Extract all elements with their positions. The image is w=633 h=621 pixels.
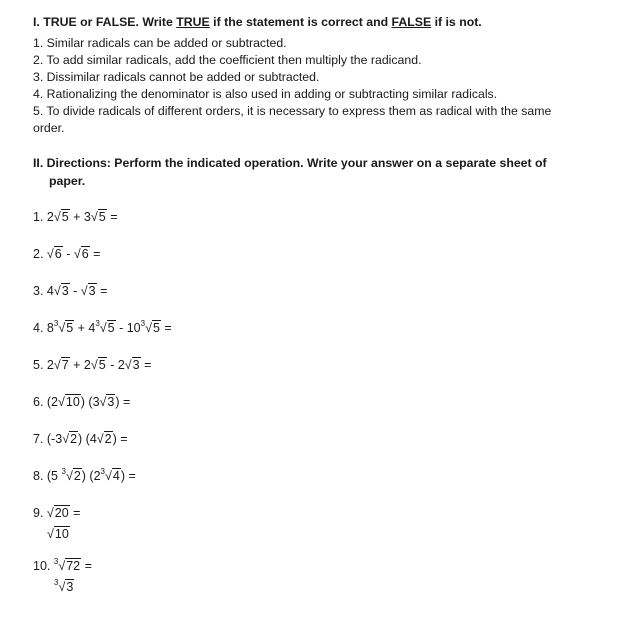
- radical-index: 3: [54, 578, 59, 587]
- radical-expression: [54, 319, 74, 337]
- problem-text: -: [69, 284, 81, 298]
- title-false-word: FALSE: [391, 15, 432, 29]
- problem-text: + 3: [69, 210, 91, 224]
- fraction-problem: [33, 504, 80, 522]
- title-text: if the statement is correct and: [209, 15, 392, 29]
- problem-text: - 2: [106, 358, 125, 372]
- radical-sign-icon: √: [90, 358, 98, 372]
- radical-sign-icon: √: [58, 321, 66, 335]
- radical-sign-icon: √: [53, 284, 61, 298]
- problem-item: [33, 208, 118, 226]
- true-false-item: 5. To divide radicals of different orders, it is necessary to express them as radical with the same: [33, 104, 552, 118]
- problem-text: ) =: [112, 432, 128, 446]
- radical-sign-icon: √: [53, 358, 61, 372]
- problem-text: ) (3: [80, 395, 100, 409]
- radicand: 2: [73, 469, 81, 483]
- fraction-denominator: [54, 578, 74, 596]
- radical-expression: [62, 430, 78, 448]
- fraction-denominator: [47, 525, 70, 543]
- problem-item: [33, 467, 136, 485]
- problem-text: 2.: [33, 247, 47, 261]
- radical-index: 3: [100, 467, 105, 476]
- true-false-item: 2. To add similar radicals, add the coefficient then multiply the radicand.: [33, 53, 422, 67]
- radical-index: 3: [61, 467, 66, 476]
- fraction-numerator: [47, 506, 70, 520]
- radical-expression: [54, 356, 70, 374]
- radicand: 20: [54, 506, 69, 520]
- part2-directions: II. Directions: Perform the indicated operation. Write your answer on a separate sheet of: [33, 156, 547, 170]
- radicand: 3: [132, 358, 140, 372]
- true-false-item: 3. Dissimilar radicals cannot be added or subtracted.: [33, 70, 320, 84]
- radicand: 3: [61, 284, 69, 298]
- radicand: 72: [66, 559, 81, 573]
- radical-sign-icon: √: [99, 321, 107, 335]
- radicand: 10: [54, 527, 69, 541]
- radicand: 3: [88, 284, 96, 298]
- radical-expression: [47, 525, 70, 543]
- problem-item: [33, 430, 128, 448]
- problem-item: [33, 393, 130, 411]
- problem-text: 7. (-3: [33, 432, 63, 446]
- radical-expression: [101, 467, 121, 485]
- problem-text: 8. (5: [33, 469, 62, 483]
- problem-text: ) =: [115, 395, 131, 409]
- problem-item: [33, 319, 172, 337]
- problem-text: 6. (2: [33, 395, 59, 409]
- problem-number: 9.: [33, 506, 47, 520]
- radical-sign-icon: √: [46, 247, 54, 261]
- radicand: 5: [107, 321, 115, 335]
- radical-expression: [91, 208, 107, 226]
- problem-text: 5. 2: [33, 358, 54, 372]
- radical-expression: [100, 393, 116, 411]
- problem-item: [33, 282, 107, 300]
- problem-text: =: [106, 210, 118, 224]
- radicand: 5: [98, 210, 106, 224]
- radical-expression: [81, 282, 97, 300]
- radical-expression: [54, 208, 70, 226]
- radical-sign-icon: √: [145, 321, 152, 335]
- radical-sign-icon: √: [58, 395, 65, 409]
- radical-sign-icon: √: [46, 506, 54, 520]
- radicand: 2: [104, 432, 112, 446]
- radical-expression: [47, 504, 70, 522]
- radicand: 5: [61, 210, 69, 224]
- radicand: 7: [61, 358, 69, 372]
- radical-sign-icon: √: [53, 210, 61, 224]
- true-false-item-continued: order.: [33, 121, 65, 135]
- problem-text: =: [89, 247, 101, 261]
- radical-expression: [54, 282, 70, 300]
- radical-sign-icon: √: [104, 469, 112, 483]
- radicand: 2: [70, 432, 78, 446]
- radicand: 5: [66, 321, 74, 335]
- radical-expression: [74, 245, 90, 263]
- radical-expression: [54, 557, 81, 575]
- radicand: 4: [112, 469, 120, 483]
- radicand: 5: [98, 358, 106, 372]
- radical-index: 3: [140, 319, 146, 328]
- problem-text: ) =: [120, 469, 136, 483]
- radicand: 6: [54, 247, 62, 261]
- radicand: 6: [81, 247, 89, 261]
- radical-sign-icon: √: [96, 432, 104, 446]
- title-text: if is not.: [431, 15, 482, 29]
- radical-index: 3: [53, 319, 59, 328]
- radicand: 5: [152, 321, 160, 335]
- problem-text: =: [160, 321, 172, 335]
- radical-expression: [47, 245, 63, 263]
- radical-sign-icon: √: [65, 469, 73, 483]
- problem-number: 10.: [33, 559, 54, 573]
- radicand: 10: [65, 395, 80, 409]
- title-text: I. TRUE or FALSE. Write: [33, 15, 177, 29]
- problem-text: 4. 8: [33, 321, 54, 335]
- problem-text: ) (2: [81, 469, 101, 483]
- radical-expression: [58, 393, 81, 411]
- radical-sign-icon: √: [90, 210, 98, 224]
- problem-text: - 10: [115, 321, 141, 335]
- true-false-item: 4. Rationalizing the denominator is also used in adding or subtracting similar radicals.: [33, 87, 498, 101]
- problem-item: [33, 356, 151, 374]
- radical-expression: [91, 356, 107, 374]
- radical-expression: [54, 578, 74, 596]
- radical-sign-icon: √: [80, 284, 88, 298]
- problem-text: -: [62, 247, 74, 261]
- problem-text: ) (4: [78, 432, 97, 446]
- radical-sign-icon: √: [73, 247, 81, 261]
- radical-sign-icon: √: [124, 358, 132, 372]
- problem-text: =: [81, 559, 92, 573]
- radical-index: 3: [95, 319, 100, 328]
- title-true-word: TRUE: [176, 15, 210, 29]
- fraction-problem: [33, 557, 92, 575]
- problem-text: =: [140, 358, 152, 372]
- radical-sign-icon: √: [62, 432, 70, 446]
- problem-text: =: [96, 284, 108, 298]
- fraction-numerator: [54, 559, 81, 573]
- radicand: 3: [66, 580, 74, 594]
- problem-text: 1. 2: [33, 210, 54, 224]
- radical-sign-icon: √: [99, 395, 107, 409]
- radical-sign-icon: √: [58, 580, 66, 594]
- problem-text: 3. 4: [33, 284, 54, 298]
- radicand: 3: [107, 395, 115, 409]
- part2-directions-continued: paper.: [49, 174, 86, 188]
- part1-title: [33, 15, 482, 30]
- radical-expression: [125, 356, 141, 374]
- radical-expression: [141, 319, 161, 337]
- radical-expression: [97, 430, 113, 448]
- radical-expression: [62, 467, 82, 485]
- true-false-item: 1. Similar radicals can be added or subtracted.: [33, 36, 287, 50]
- problem-text: + 2: [69, 358, 91, 372]
- radical-index: 3: [53, 557, 59, 566]
- problem-text: + 4: [74, 321, 96, 335]
- radical-sign-icon: √: [58, 559, 66, 573]
- problem-item: [33, 245, 100, 263]
- radical-sign-icon: √: [47, 527, 54, 541]
- radical-expression: [95, 319, 115, 337]
- problem-text: =: [69, 506, 81, 520]
